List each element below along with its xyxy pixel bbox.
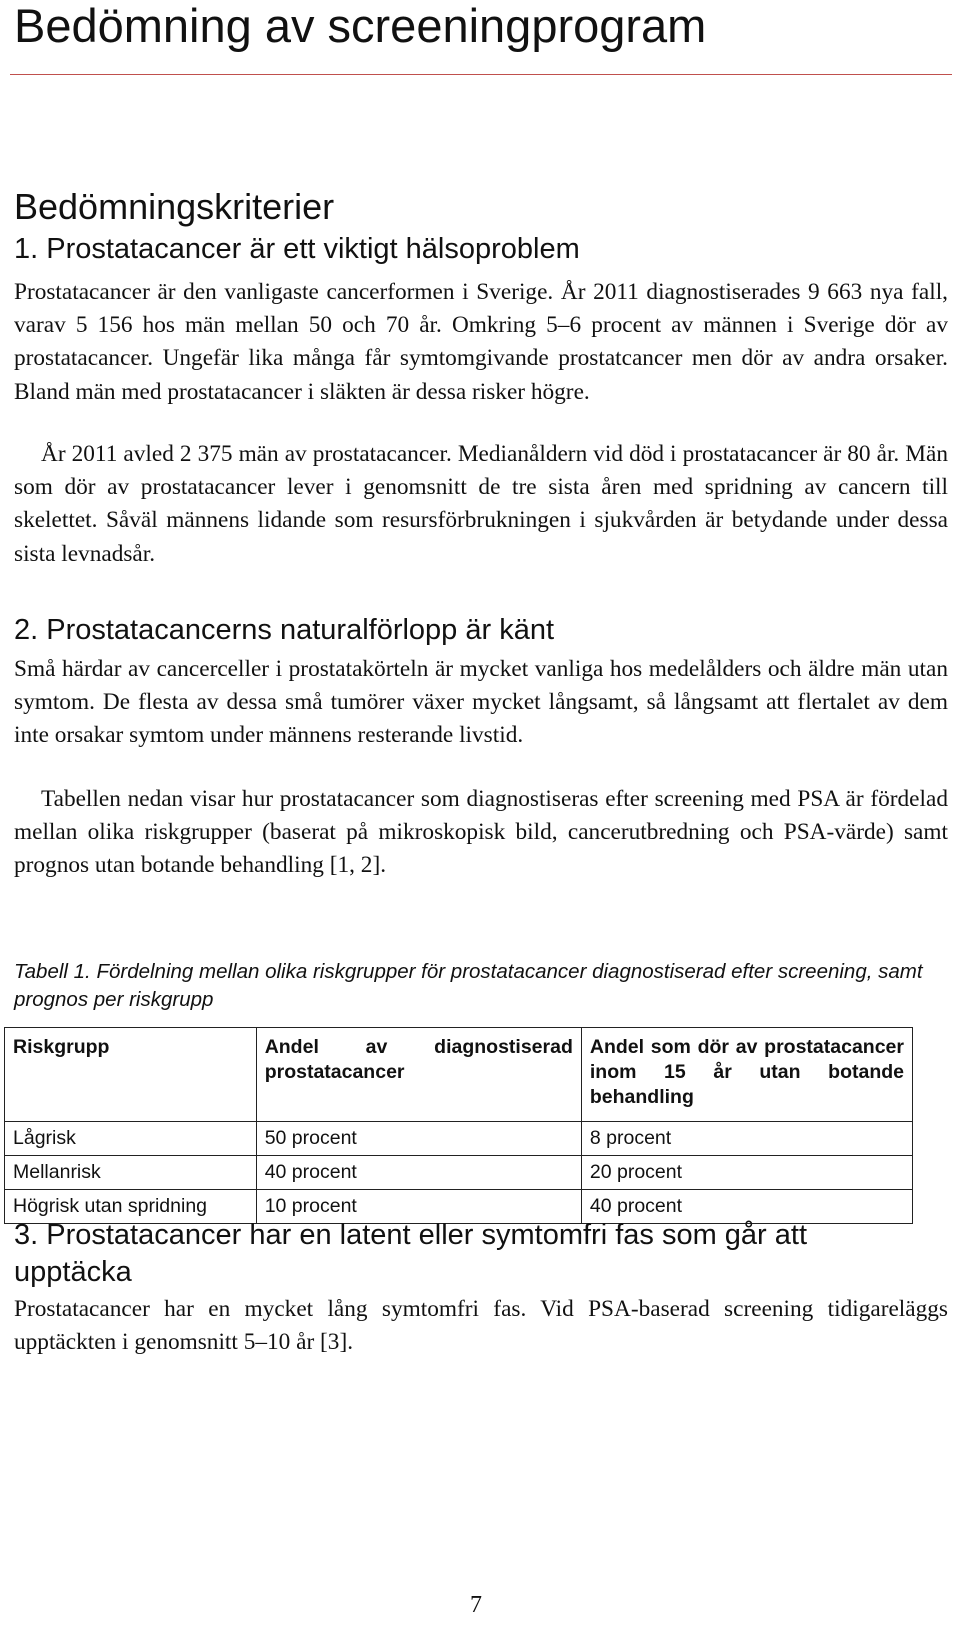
table-cell: 10 procent bbox=[256, 1190, 581, 1224]
table-header-cell: Riskgrupp bbox=[5, 1028, 257, 1122]
criterion-1-paragraph-2: År 2011 avled 2 375 män av prostatacancer. Medianåldern vid död i prostatacancer är 80 år. Män som dör av prostatacancer lever i genomsnitt de tre sista åren med spridning av cancern till skelettet. Såväl männens lidande som resursförbrukningen i sjukvården är betydande under dessa sista levnadsår. bbox=[14, 441, 948, 567]
criterion-1-heading: 1. Prostatacancer är ett viktigt hälsoproblem bbox=[14, 233, 580, 265]
title-underline bbox=[10, 74, 952, 75]
table-cell: 40 procent bbox=[256, 1156, 581, 1190]
table-cell: Högrisk utan spridning bbox=[5, 1190, 257, 1224]
criterion-2-heading: 2. Prostatacancerns naturalförlopp är känt bbox=[14, 614, 555, 646]
table-cell: 8 procent bbox=[581, 1122, 912, 1156]
criterion-2-paragraph-2: Tabellen nedan visar hur prostatacancer som diagnostiseras efter screening med PSA är fördelad mellan olika riskgrupper (baserat på mikroskopisk bild, cancerutbredning och PSA-värde) samt prognos utan botande behandling [1, 2]. bbox=[14, 786, 948, 879]
table-cell: Lågrisk bbox=[5, 1122, 257, 1156]
table-header-cell: Andel som dör av prostatacancer inom 15 år utan botande behandling bbox=[581, 1028, 912, 1122]
table-row bbox=[5, 1122, 913, 1156]
section-heading: Bedömningskriterier bbox=[14, 186, 335, 227]
criterion-1-paragraph-1: Prostatacancer är den vanligaste cancerformen i Sverige. År 2011 diagnostiserades 9 663 nya fall, varav 5 156 hos män mellan 50 och 70 år. Omkring 5–6 procent av männen i Sverige dör av prostatacancer. Ungefär lika många får symtomgivande prostatcancer men dör av andra orsaker. Bland män med prostatacancer i släkten är dessa risker högre. bbox=[14, 279, 948, 405]
table-header-row bbox=[5, 1028, 913, 1122]
table-header-cell: Andel av diagnostiserad prostatacancer bbox=[256, 1028, 581, 1122]
table-cell: Mellanrisk bbox=[5, 1156, 257, 1190]
criterion-2-paragraph-1: Små härdar av cancerceller i prostatakörteln är mycket vanliga hos medelålders och äldre män utan symtom. De flesta av dessa små tumörer växer mycket långsamt, så långsamt att flertalet av dem inte orsakar symtom under männens resterande livstid. bbox=[14, 656, 948, 749]
table-row bbox=[5, 1156, 913, 1190]
table-cell: 20 procent bbox=[581, 1156, 912, 1190]
document-title: Bedömning av screeningprogram bbox=[14, 0, 707, 52]
table-cell: 50 procent bbox=[256, 1122, 581, 1156]
risk-group-table bbox=[4, 1027, 913, 1224]
criterion-3-paragraph-1: Prostatacancer har en mycket lång symtomfri fas. Vid PSA-baserad screening tidigareläggs upptäckten i genomsnitt 5–10 år [3]. bbox=[14, 1296, 948, 1356]
criterion-3-heading: 3. Prostatacancer har en latent eller symtomfri fas som går att upptäcka bbox=[14, 1219, 807, 1288]
table-caption: Tabell 1. Fördelning mellan olika riskgrupper för prostatacancer diagnostiserad efter screening, samt prognos per riskgrupp bbox=[14, 960, 923, 1011]
page-number: 7 bbox=[470, 1592, 482, 1618]
table-cell: 40 procent bbox=[581, 1190, 912, 1224]
